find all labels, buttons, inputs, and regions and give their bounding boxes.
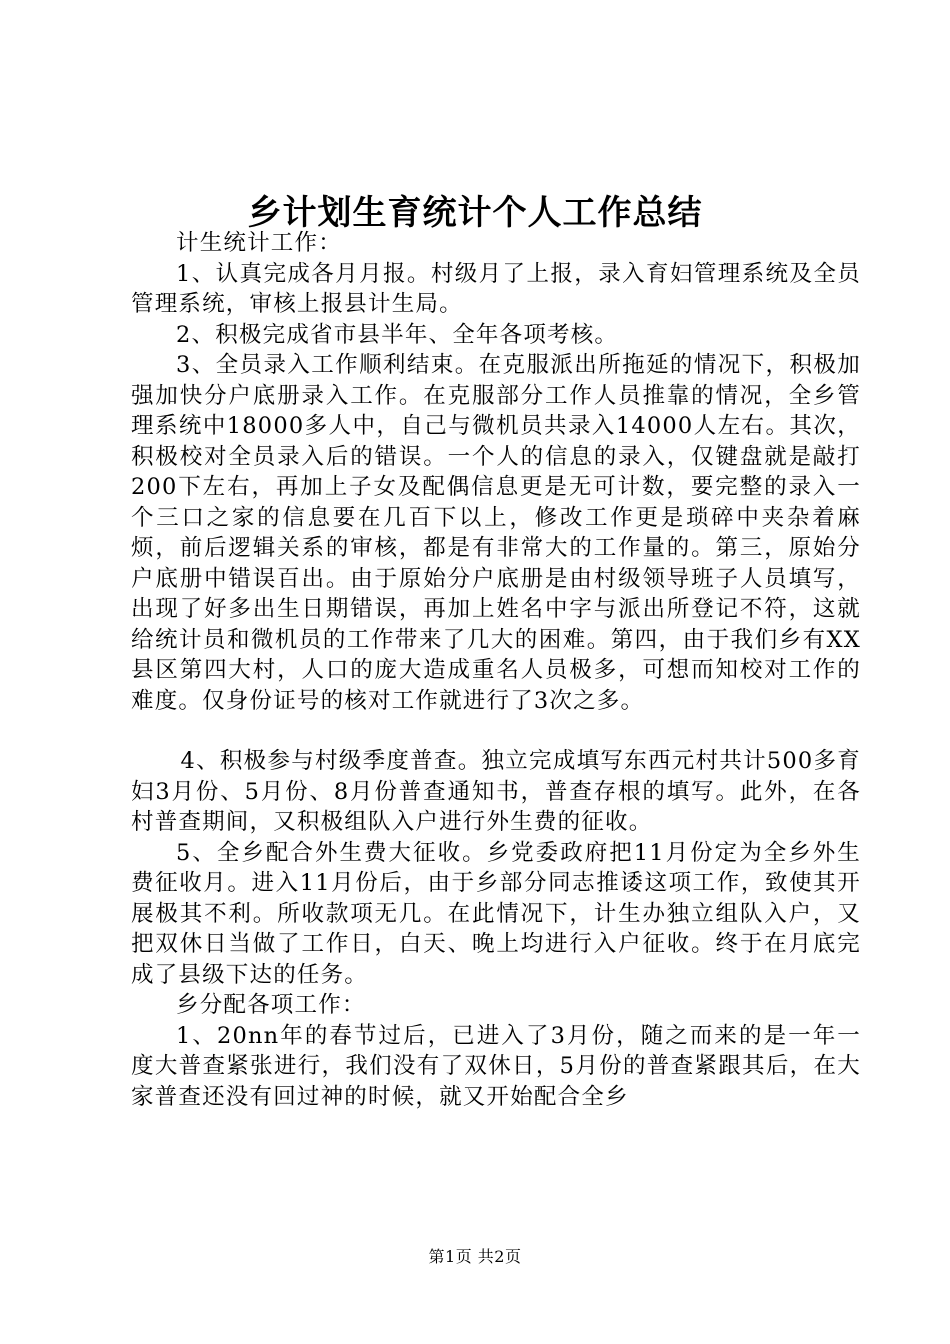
paragraph-assignment-1: 1、20nn年的春节过后，已进入了3月份，随之而来的是一年一度大普查紧张进行，我们没有了双休日，5月份的普查紧跟其后，在大家普查还没有回过神的时候，就又开始配合全乡 (131, 1022, 861, 1110)
paragraph-section-heading-statistics: 计生统计工作： (176, 230, 342, 256)
page-number-footer: 第1页 共2页 (428, 1247, 522, 1266)
paragraph-item-1: 1、认真完成各月月报。村级月了上报，录入育妇管理系统及全员管理系统，审核上报县计生局。 (131, 260, 861, 317)
paragraph-item-3: 3、全员录入工作顺利结束。在克服派出所拖延的情况下，积极加强加快分户底册录入工作。在克服部分工作人员推靠的情况，全乡管理系统中18000多人中，自己与微机员共录入14000人左右。其次，积极校对全员录入后的错误。一个人的信息的录入，仅键盘就是敲打200下左右，再加上子女及配偶信息更是无可计数，要完整的录入一个三口之家的信息要在几百下以上，修改工作更是琐碎中夹杂着麻烦，前后逻辑关系的审核，都是有非常大的工作量的。第三，原始分户底册中错误百出。由于原始分户底册是由村级领导班子人员填写，出现了好多出生日期错误，再加上姓名中字与派出所登记不符，这就给统计员和微机员的工作带来了几大的困难。第四，由于我们乡有XX县区第四大村，人口的庞大造成重名人员极多，可想而知校对工作的难度。仅身份证号的核对工作就进行了3次之多。 (131, 352, 861, 714)
paragraph-item-2: 2、积极完成省市县半年、全年各项考核。 (176, 321, 619, 348)
paragraph-item-4: 4、积极参与村级季度普查。独立完成填写东西元村共计500多育妇3月份、5月份、8月份普查通知书，普查存根的填写。此外，在各村普查期间，又积极组队入户进行外生费的征收。 (131, 748, 861, 835)
paragraph-section-heading-assignments: 乡分配各项工作： (176, 992, 366, 1018)
document-body (131, 228, 861, 1112)
document-title: 乡计划生育统计个人工作总结 (247, 193, 703, 233)
paragraph-item-5: 5、全乡配合外生费大征收。乡党委政府把11月份定为全乡外生费征收月。进入11月份后，由于乡部分同志推诿这项工作，致使其开展极其不利。所收款项无几。在此情况下，计生办独立组队入户，又把双休日当做了工作日，白天、晚上均进行入户征收。终于在月底完成了县级下达的任务。 (131, 839, 861, 988)
paragraph-spacer (131, 716, 861, 746)
